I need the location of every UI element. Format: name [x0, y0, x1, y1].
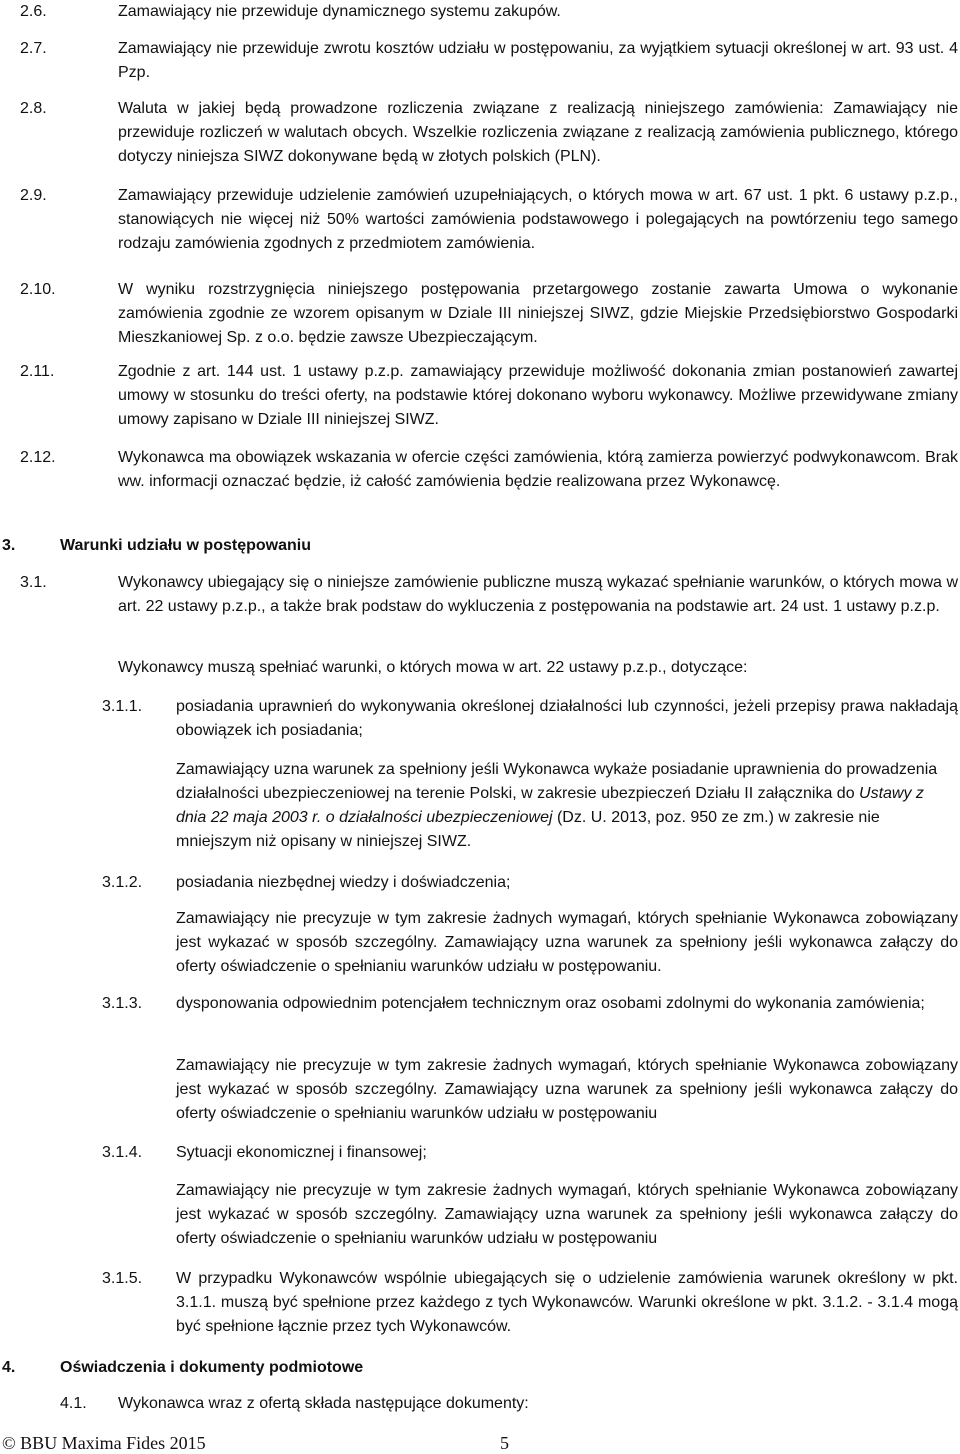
item-text: Zamawiający nie przewiduje dynamicznego systemu zakupów. [118, 3, 561, 20]
item-text: posiadania uprawnień do wykonywania określonej działalności lub czynności, jeżeli przepisy prawa nakładają obowiązek ich posiadania; [176, 698, 958, 739]
page-number: 5 [500, 1433, 509, 1453]
paragraph-text-a: Zamawiający uzna warunek za spełniony jeśli Wykonawca wykaże posiadanie uprawnienia do prowadzenia działalności ubezpieczeniowej na terenie Polski, w zakresie ubezpieczeń Działu II załącznika do [176, 761, 938, 802]
item-text: W przypadku Wykonawców wspólnie ubiegających się o udzielenie zamówienia warunek określony w pkt. 3.1.1. muszą być spełnione przez każdego z tych Wykonawców. Warunki określone w pkt. 3.1.2. - 3.1.4 mogą być spełnione łącznie przez tych Wykonawców. [176, 1270, 958, 1335]
item-text: dysponowania odpowiednim potencjałem technicznym oraz osobami zdolnymi do wykonania zamówienia; [176, 995, 925, 1012]
item-text: Wykonawca ma obowiązek wskazania w ofercie części zamówienia, którą zamierza powierzyć podwykonawcom. Brak ww. informacji oznaczać będzie, iż całość zamówienia będzie realizowana przez Wykonawcę. [118, 449, 958, 490]
item-number: 4.1. [60, 1395, 87, 1412]
item-text: W wyniku rozstrzygnięcia niniejszego postępowania przetargowego zostanie zawarta Umowa o wykonanie zamówienia zgodnie ze wzorem opisanym w Dziale III niniejszej SIWZ, gdzie Miejskie Przedsiębiorstwo Gospodarki Mieszkaniowej Sp. z o.o. będzie zawsze Ubezpieczającym. [118, 281, 958, 346]
item-text: Wykonawcy ubiegający się o niniejsze zamówienie publiczne muszą wykazać spełnianie warunków, o których mowa w art. 22 ustawy p.z.p., a także brak podstaw do wykluczenia z postępowania na podstawie art. 24 ust. 1 ustawy p.z.p. [118, 574, 958, 615]
paragraph-text [176, 758, 958, 854]
item-number: 3.1.1. [102, 698, 143, 715]
copyright-text: © BBU Maxima Fides 2015 [2, 1433, 206, 1453]
paragraph-text-b: (Dz. U. 2013, poz. 950 ze zm.) w zakresie nie mniejszym niż opisany w niniejszej SIWZ. [176, 809, 880, 850]
item-number: 2.10. [20, 281, 56, 298]
item-text: Sytuacji ekonomicznej i finansowej; [176, 1144, 427, 1161]
item-number: 2.7. [20, 40, 47, 57]
item-number: 2.9. [20, 187, 47, 204]
item-number: 3.1.4. [102, 1144, 143, 1161]
section-title: Oświadczenia i dokumenty podmiotowe [60, 1359, 364, 1376]
item-text: Zgodnie z art. 144 ust. 1 ustawy p.z.p. zamawiający przewiduje możliwość dokonania zmian postanowień zawartej umowy w stosunku do treści oferty, na podstawie której dokonano wyboru wykonawcy. Możliwe przewidywane zmiany umowy zapisano w Dziale III niniejszej SIWZ. [118, 363, 958, 428]
item-number: 3.1.3. [102, 995, 143, 1012]
paragraph-text: Zamawiający nie precyzuje w tym zakresie żadnych wymagań, których spełnianie Wykonawca zobowiązany jest wykazać w sposób szczególny. Zamawiający uzna warunek za spełniony jeśli wykonawca załączy do oferty oświadczenie o spełnianiu warunków udziału w postępowaniu. [176, 910, 958, 975]
item-number: 2.12. [20, 449, 56, 466]
item-text: Waluta w jakiej będą prowadzone rozliczenia związane z realizacją niniejszego zamówienia: Zamawiający nie przewiduje rozliczeń w walutach obcych. Wszelkie rozliczenia związane z realizacją zamówienia publicznego, którego dotyczy niniejsza SIWZ dokonywane będą w złotych polskich (PLN). [118, 100, 958, 165]
paragraph-text: Zamawiający nie precyzuje w tym zakresie żadnych wymagań, których spełnianie Wykonawca zobowiązany jest wykazać w sposób szczególny. Zamawiający uzna warunek za spełniony jeśli wykonawca załączy do oferty oświadczenie o spełnianiu warunków udziału w postępowaniu [176, 1182, 958, 1247]
item-text: Zamawiający przewiduje udzielenie zamówień uzupełniających, o których mowa w art. 67 ust. 1 pkt. 6 ustawy p.z.p., stanowiących nie więcej niż 50% wartości zamówienia podstawowego i polegających na powtórzeniu tego samego rodzaju zamówienia zgodnych z przedmiotem zamówienia. [118, 187, 958, 252]
item-number: 2.6. [20, 3, 47, 20]
act-title: Ustawy z dnia 22 maja 2003 r. o działalności ubezpieczeniowej [176, 785, 924, 826]
item-text: posiadania niezbędnej wiedzy i doświadczenia; [176, 874, 511, 891]
item-text: Wykonawca wraz z ofertą składa następujące dokumenty: [118, 1395, 529, 1412]
paragraph-text: Wykonawcy muszą spełniać warunki, o których mowa w art. 22 ustawy p.z.p., dotyczące: [118, 659, 748, 676]
section-number: 4. [2, 1359, 16, 1376]
item-number: 3.1.5. [102, 1270, 143, 1287]
paragraph-text: Zamawiający nie precyzuje w tym zakresie żadnych wymagań, których spełnianie Wykonawca zobowiązany jest wykazać w sposób szczególny. Zamawiający uzna warunek za spełniony jeśli wykonawca załączy do oferty oświadczenie o spełnianiu warunków udziału w postępowaniu [176, 1057, 958, 1122]
item-number: 2.8. [20, 100, 47, 117]
item-number: 3.1.2. [102, 874, 143, 891]
item-number: 3.1. [20, 574, 47, 591]
item-text: Zamawiający nie przewiduje zwrotu kosztów udziału w postępowaniu, za wyjątkiem sytuacji określonej w art. 93 ust. 4 Pzp. [118, 40, 958, 81]
section-number: 3. [2, 537, 16, 554]
item-number: 2.11. [20, 363, 55, 380]
section-title: Warunki udziału w postępowaniu [60, 537, 311, 554]
